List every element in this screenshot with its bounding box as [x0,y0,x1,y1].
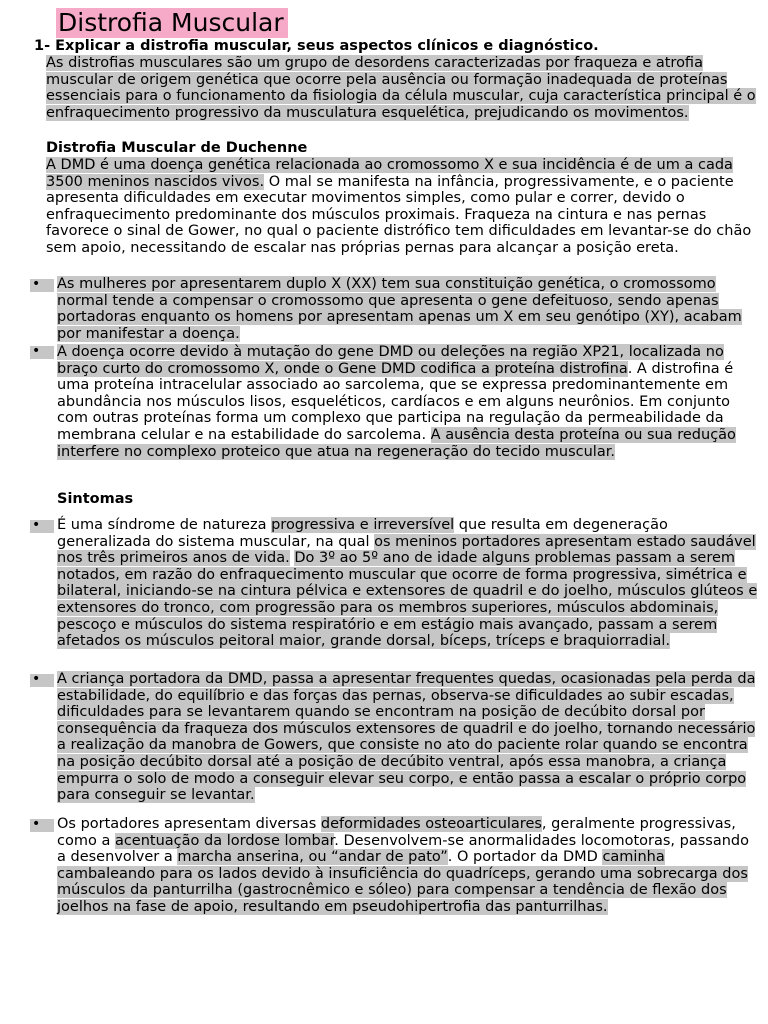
list-item [57,276,760,342]
bullet-1-text: As mulheres por apresentarem duplo X (XX) tem sua constituição genética, o cromossomo normal tende a compensar o cromossomo que apresenta o gene defeituoso, sendo apenas portadoras enquanto os homens por apresentam apenas um X em seu genótipo (XY), acabam por manifestar a doença. [57,276,742,342]
bullet-icon [30,520,54,533]
symptom-3-highlight-2: acentuação da lordose lombar [114,832,335,849]
symptom-3-highlight-3: marcha anserina, ou “andar de pato” [177,849,448,866]
symptom-3-text: Os portadores apresentam diversas [57,816,321,832]
intro-text: As distrofias musculares são um grupo de desordens caracterizadas por fraqueza e atrofia muscular de origem genética que ocorre pela ausência ou formação inadequada de proteínas essenciais para o funcionamento da fisiologia da célula muscular, cuja característica principal é o enfraquecimento progressivo da musculatura esquelética, prejudicando os movimentos. [46,55,756,121]
symptom-2-text: A criança portadora da DMD, passa a apresentar frequentes quedas, ocasionadas pela perda da estabilidade, do equilíbrio e das forças das pernas, observa-se dificuldades ao subir escadas, dificuldades para se levantarem quando se encontram na posição de decúbito dorsal por consequência da fraqueza dos músculos extensores de quadril e do joelho, tornando necessário a realização da manobra de Gowers, que consiste no ato do paciente rolar quando se encontra na posição decúbito dorsal até a posição de decúbito ventral, após essa manobra, a criança empurra o solo de modo a conseguir elevar seu corpo, e então passa a escalar o próprio corpo para conseguir se levantar. [57,671,756,804]
question-heading: 1- Explicar a distrofia muscular, seus aspectos clínicos e diagnóstico. [34,38,599,54]
bullet-icon [30,674,54,687]
symptom-1-text-2: que resulta em degeneração generalizada do sistema muscular, na qual [57,517,668,550]
list-item [57,344,760,460]
bullet-icon [30,346,54,359]
dmd-text: O mal se manifesta na infância, progressivamente, e o paciente apresenta dificuldades em executar movimentos simples, como pular e correr, devido o enfraquecimento predominante dos músculos proximais. Fraqueza na cintura e nas pernas favorece o sinal de Gower, no qual o paciente distrófico tem dificuldades em levantar-se do chão sem apoio, necessitando de escalar nas próprias pernas para alcançar a posição ereta. [46,173,752,256]
dmd-paragraph [46,157,758,257]
symptoms-heading: Sintomas [57,491,134,507]
symptom-1-highlight-3: Do 3º ao 5º ano de idade alguns problemas passam a serem notados, em razão do enfraquecimento muscular que ocorre de forma progressiva, simétrica e bilateral, iniciando-se na cintura pélvica e extensores de quadril e do joelho, músculos glúteos e extensores do tronco, com progressão para os membros superiores, músculos abdominais, pescoço e músculos do sistema respiratório e em estágio mais avançado, passam a serem afetados os músculos peitoral maior, grande dorsal, bíceps, tríceps e braquiorradial. [57,550,758,650]
symptom-3-text-3: . Desenvolvem-se anormalidades locomotoras, passando a desenvolver a [57,832,749,866]
list-item [57,816,760,916]
bullet-2-text: . A distrofina é uma proteína intracelular associado ao sarcolema, que se expressa predominantemente em abundância nos músculos lisos, esqueléticos, cardíacos e em alguns neurônios. Em conjunto com outras proteínas forma um complexo que participa na regulação da permeabilidade da membrana celular e na estabilidade do sarcolema. [57,360,734,443]
page-title: Distrofia Muscular [56,8,288,38]
bullet-2-highlight-end: A ausência desta proteína ou sua redução interfere no complexo proteico que atua na regeneração do tecido muscular. [57,426,736,460]
dmd-highlight: A DMD é uma doença genética relacionada ao cromossomo X e sua incidência é de um a cada 3500 meninos nascidos vivos. [46,157,733,190]
bullet-icon [30,819,54,832]
symptom-1-highlight: progressiva e irreversível [271,517,455,533]
list-item [57,517,760,650]
symptom-3-highlight-4: caminha cambaleando para os lados devido à insuficiência do quadríceps, gerando uma sobrecarga dos músculos da panturrilha (gastrocnêmico e sóleo) para compensar a tendência de flexão dos joelhos na fase de apoio, resultando em pseudohipertrofia das panturrilhas. [57,849,748,915]
intro-paragraph [46,55,758,121]
bullet-icon [30,279,54,292]
symptom-1-highlight-2: os meninos portadores apresentam estado saudável nos três primeiros anos de vida. [57,533,756,567]
symptom-3-text-2: , geralmente progressivas, como a [57,816,736,849]
list-item [57,671,760,804]
symptom-3-text-4: . O portador da DMD [447,849,603,866]
bullet-2-highlight: A doença ocorre devido à mutação do gene DMD ou deleções na região XP21, localizada no braço curto do cromossomo X, onde o Gene DMD codifica a proteína distrofina [57,344,724,377]
symptom-1-text: É uma síndrome de natureza [57,517,272,533]
symptom-3-highlight: deformidades osteoarticulares [320,816,542,832]
dmd-heading: Distrofia Muscular de Duchenne [46,140,308,156]
